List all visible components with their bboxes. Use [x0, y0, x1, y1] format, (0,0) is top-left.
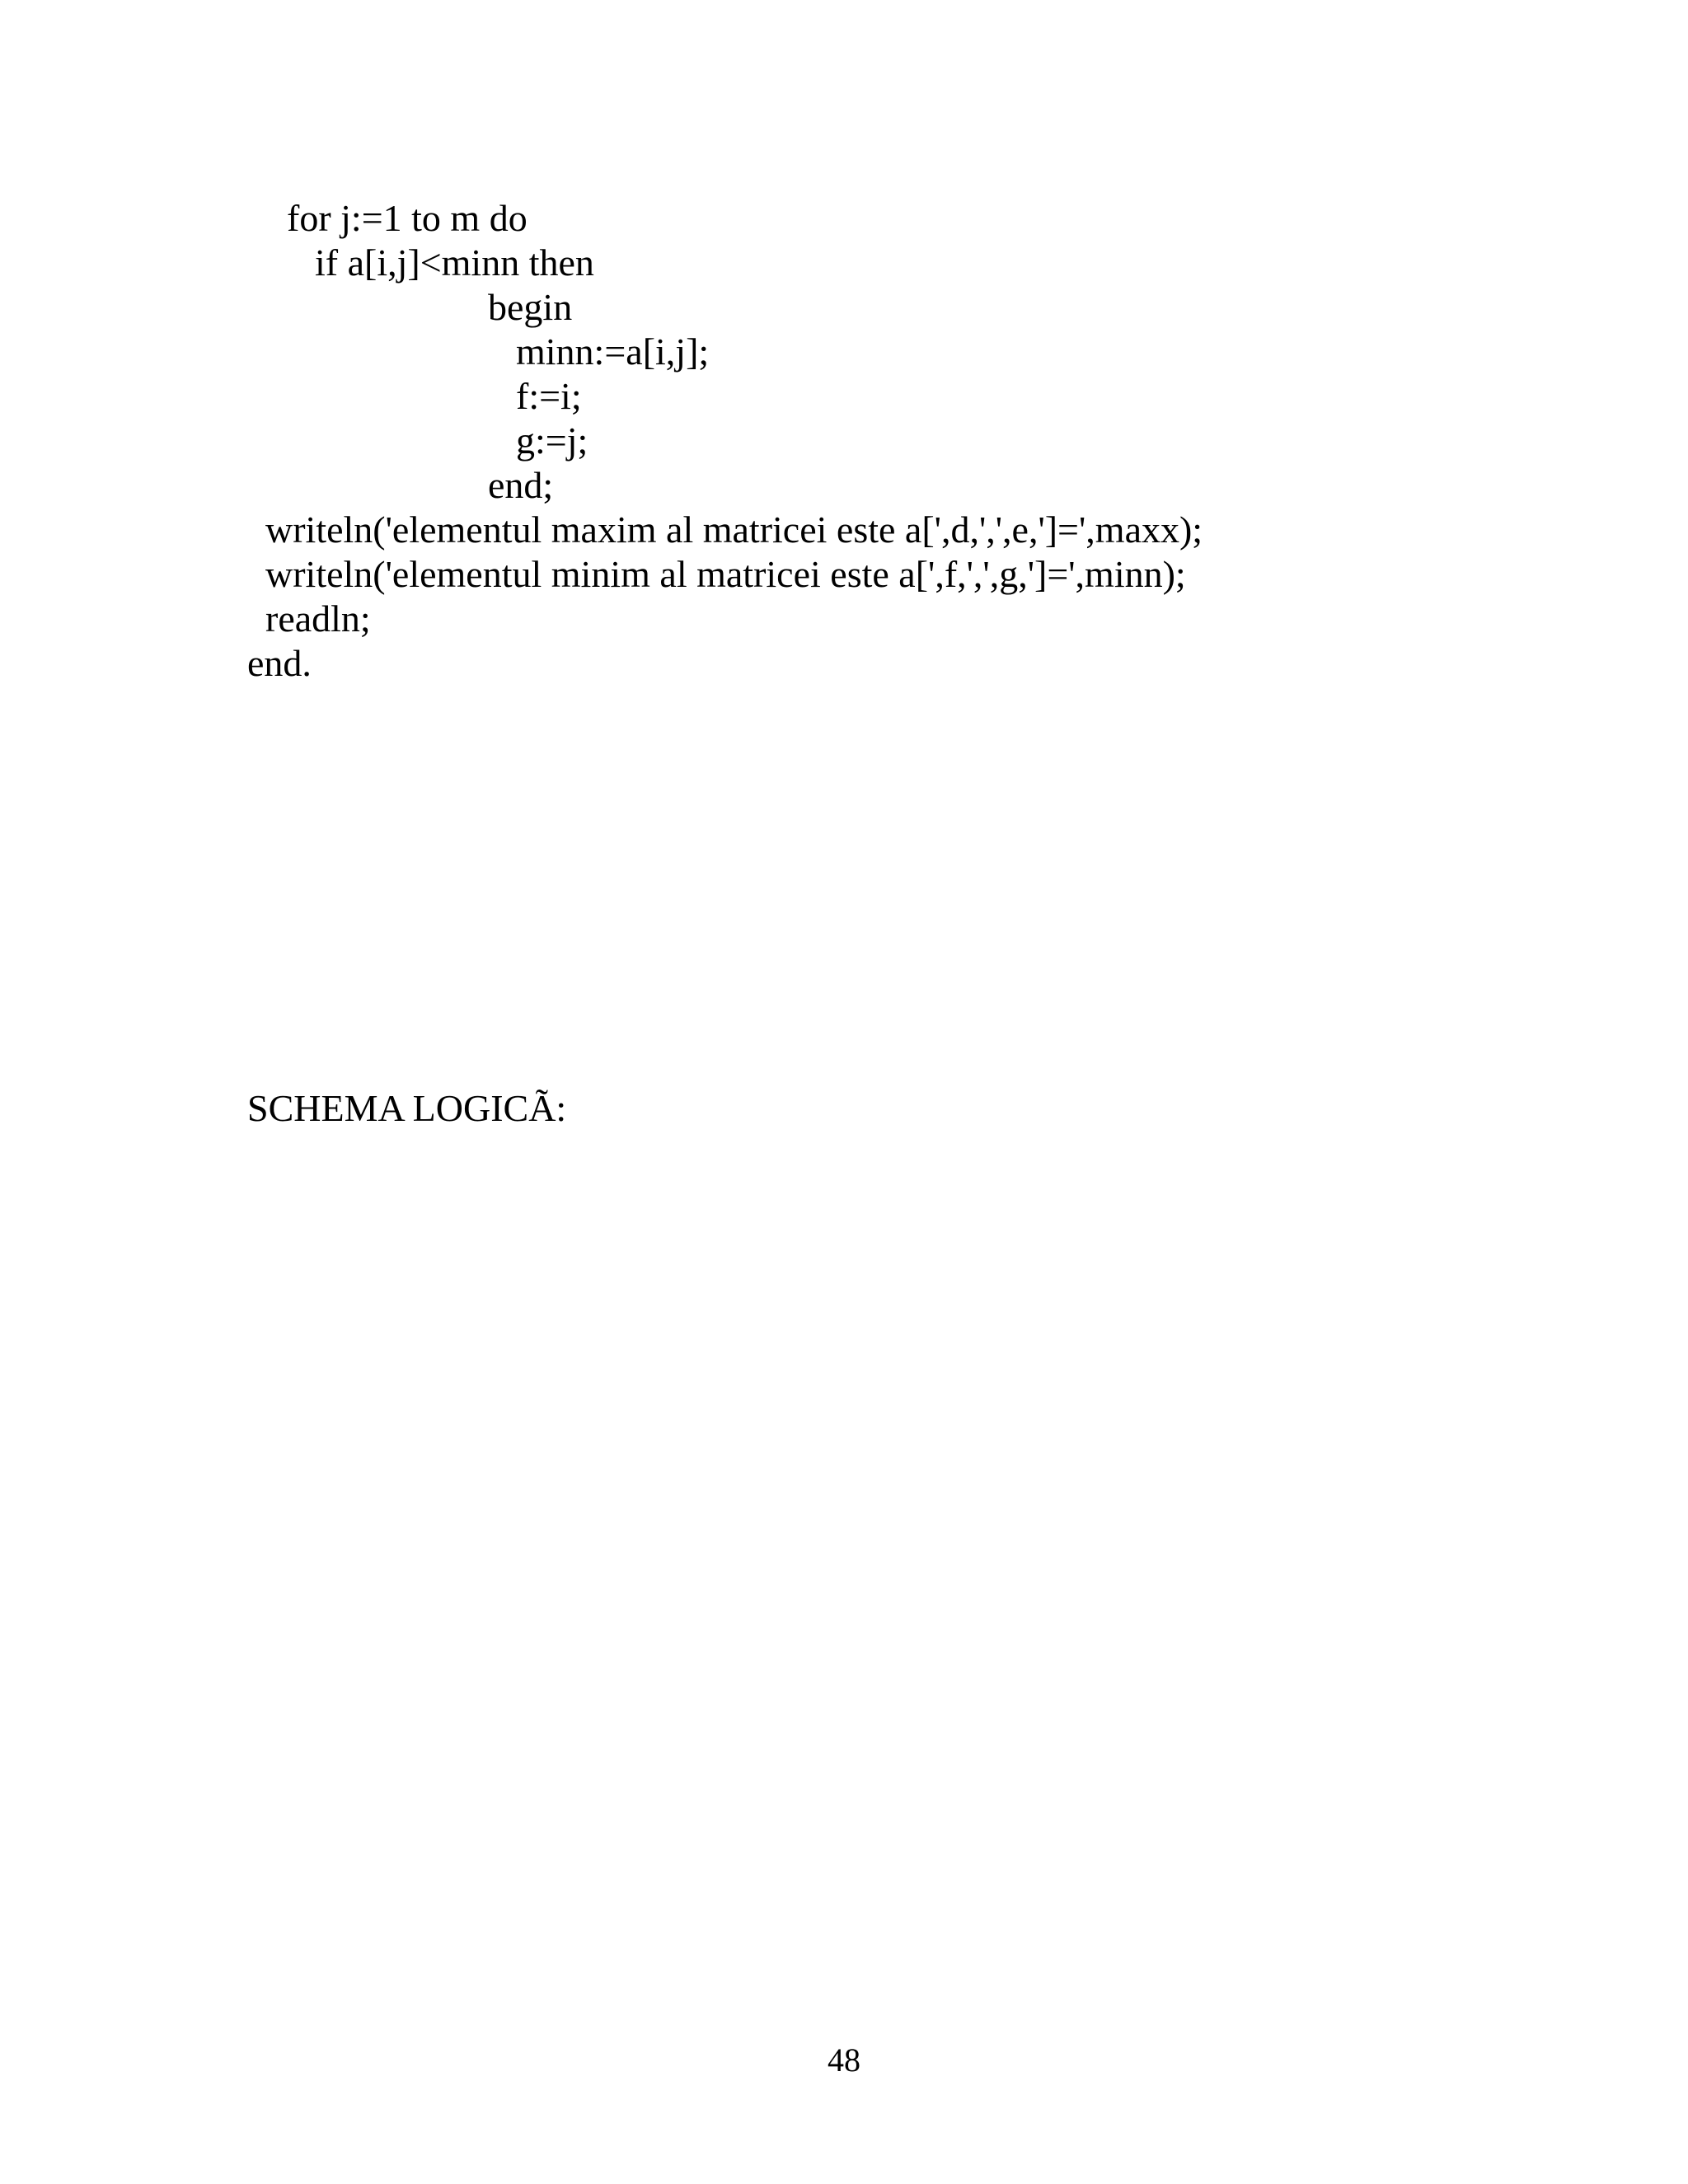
code-line-7: end;	[488, 464, 554, 506]
code-line-11: end.	[247, 642, 312, 684]
code-line-1: for j:=1 to m do	[287, 197, 528, 239]
code-line-3: begin	[488, 286, 573, 328]
code-line-9: writeln('elementul minim al matricei este a[',f,',',g,']=',minn);	[265, 553, 1186, 595]
page-number: 48	[828, 2041, 860, 2079]
code-line-4: minn:=a[i,j];	[516, 330, 710, 373]
code-line-2: if a[i,j]<minn then	[315, 241, 594, 284]
code-line-6: g:=j;	[516, 419, 588, 462]
section-heading: SCHEMA LOGICÃ:	[247, 1087, 567, 1129]
code-line-10: readln;	[265, 598, 371, 640]
code-line-5: f:=i;	[516, 375, 582, 417]
code-line-8: writeln('elementul maxim al matricei este a[',d,',',e,']=',maxx);	[265, 509, 1203, 551]
